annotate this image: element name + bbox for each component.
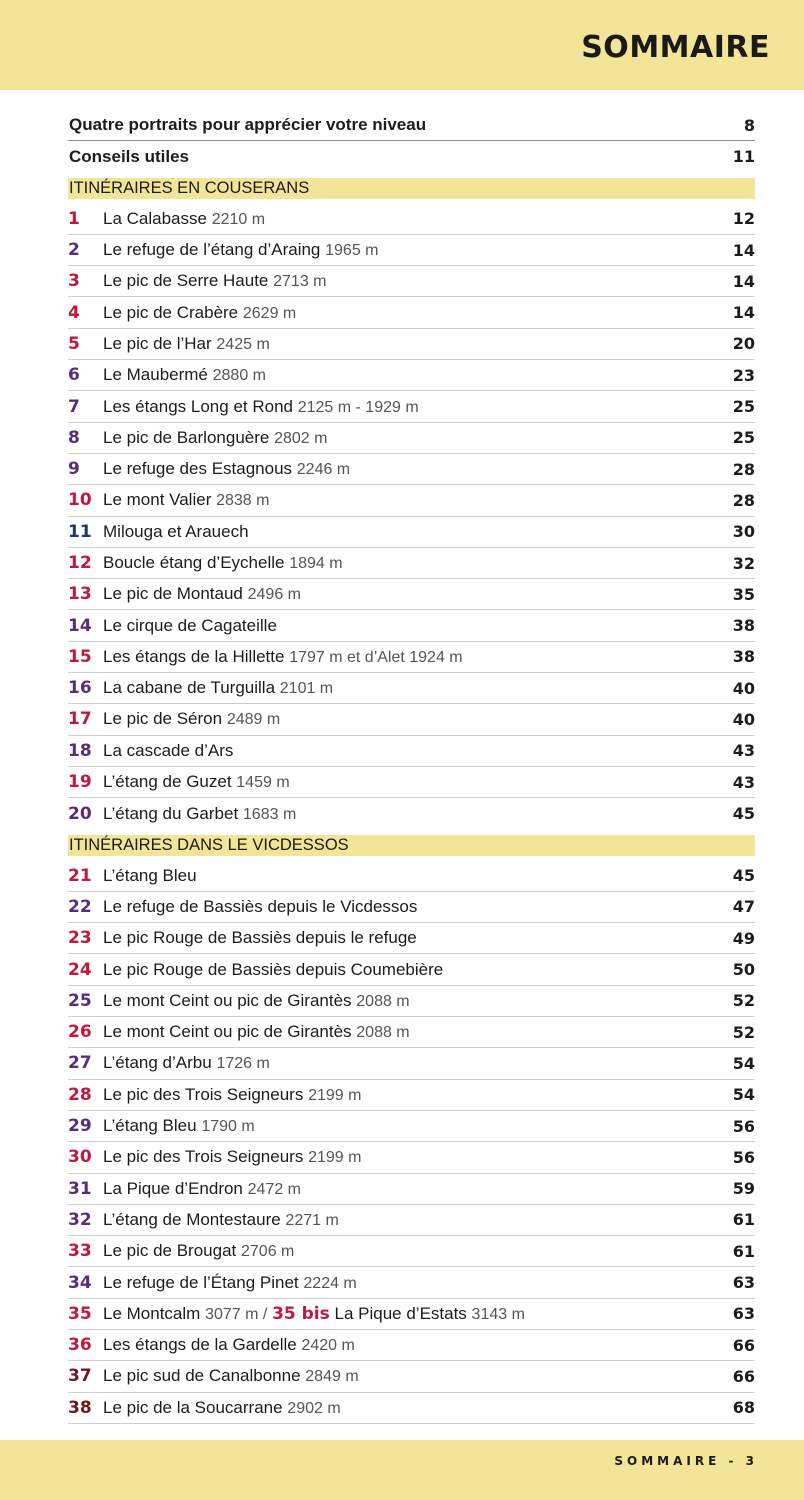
entry-name: Le Montcalm [103,1303,201,1323]
toc-entry[interactable] [68,861,755,892]
entry-bis-name: La Pique d’Estats [334,1303,467,1323]
entry-altitude: 1726 m [216,1055,270,1073]
entry-page-number: 28 [732,490,755,510]
entry-title [103,1022,695,1042]
entry-name: Le mont Valier [103,490,212,510]
entry-number: 22 [68,896,92,917]
entry-page-number: 66 [732,1335,755,1355]
entry-bis-number: 35 bis [272,1303,330,1324]
entry-number: 4 [68,302,80,323]
entry-page-number: 68 [732,1398,755,1418]
entry-altitude: 2425 m [216,335,270,353]
entry-altitude: 1797 m et d’Alet 1924 m [289,648,463,666]
entry-altitude: 2210 m [211,210,266,228]
entry-name: Le pic de Brougat [103,1241,237,1261]
entry-name: Le pic Rouge de Bassiès depuis le refuge [103,928,417,948]
toc-entry[interactable] [68,610,755,641]
toc-entry[interactable] [68,423,755,454]
entry-name: La Pique d’Endron [103,1178,243,1198]
entry-name: Le refuge de Bassiès depuis le Vicdessos [103,896,418,916]
toc-entry[interactable] [68,266,755,297]
entry-altitude: 2199 m [308,1149,362,1167]
entry-title [103,678,695,698]
entry-number: 37 [68,1366,92,1387]
entry-altitude: 1894 m [289,555,343,572]
entry-name: Le refuge des Estagnous [103,459,293,479]
entry-altitude: 2902 m [287,1399,341,1417]
entry-altitude: 1790 m [201,1118,255,1136]
entry-altitude: 2802 m [274,429,328,447]
entry-title [103,365,695,385]
entry-number: 17 [68,709,92,730]
entry-page-number: 54 [732,1053,755,1073]
entry-page-number: 12 [732,209,755,229]
entry-name: Le pic de Crabère [103,302,239,322]
entry-altitude: 2246 m [296,461,351,479]
entry-title [103,1085,695,1105]
toc-entry[interactable] [68,454,755,485]
toc-entry[interactable] [68,204,755,235]
entry-number: 11 [68,521,92,542]
toc-entry[interactable] [68,579,755,610]
entry-name: L’étang Bleu [103,1116,197,1136]
entry-altitude: 2629 m [242,304,297,322]
toc-entry[interactable] [68,548,755,579]
entry-page-number: 32 [732,553,755,573]
toc-entry[interactable] [68,1111,755,1142]
entry-page-number: 43 [732,741,755,761]
entry-name: Le mont Ceint ou pic de Girantès [103,990,352,1010]
footer-band [0,1440,804,1500]
entry-number: 13 [68,584,92,605]
entry-number: 7 [68,396,80,417]
entry-page-number: 28 [732,459,755,479]
toc-entry[interactable] [68,1048,755,1079]
entry-number: 38 [68,1397,92,1418]
entry-title [103,1273,695,1293]
entry-title: Quatre portraits pour apprécier votre niveau [69,115,427,135]
entry-name: Le refuge de l’étang d’Araing [103,240,321,260]
entry-number: 28 [68,1084,92,1105]
entry-altitude: 2489 m [226,711,281,729]
toc-entry[interactable] [68,704,755,735]
toc-entry[interactable] [68,1330,755,1361]
toc-entry[interactable] [68,986,755,1017]
entry-altitude: 1965 m [325,242,379,260]
toc-entry[interactable] [68,798,755,829]
entry-number: 31 [68,1178,92,1199]
entry-name: Le pic de Barlonguère [103,427,270,447]
entry-name: Milouga et Arauech [103,521,249,541]
entry-number: 3 [68,271,80,292]
section-heading: ITINÉRAIRES DANS LE VICDESSOS [68,835,755,856]
entry-number: 29 [68,1116,92,1137]
toc-entry[interactable] [68,517,755,548]
entry-altitude: 2472 m [247,1180,301,1198]
entry-name: Le pic sud de Canalbonne [103,1366,301,1386]
entry-name: Le pic Rouge de Bassiès depuis Coumebière [103,959,444,979]
entry-page-number: 52 [732,1022,755,1042]
entry-title [103,741,695,761]
entry-number: 26 [68,1022,92,1043]
footer-page-label: SOMMAIRE - 3 [614,1454,758,1468]
entry-number: 19 [68,772,92,793]
toc-entry[interactable] [68,391,755,422]
entry-altitude: 2088 m [356,992,410,1010]
entry-number: 34 [68,1272,92,1293]
entry-title [103,616,695,636]
entry-page-number: 61 [732,1210,755,1230]
entry-title [103,1241,695,1261]
entry-name: La Calabasse [103,208,207,228]
entry-name: La cascade d’Ars [103,740,234,760]
entry-page-number: 45 [732,804,755,824]
toc-entry[interactable] [68,485,755,516]
toc-intro-entry[interactable] [68,141,755,172]
entry-number: 27 [68,1053,92,1074]
entry-name: Le refuge de l’Étang Pinet [103,1272,299,1292]
entry-name: L’étang Bleu [103,865,197,885]
entry-number: 5 [68,333,80,354]
toc-entry[interactable] [68,329,755,360]
entry-altitude: 2224 m [303,1274,357,1292]
entry-page-number: 66 [732,1366,755,1386]
entry-page-number: 23 [732,365,755,385]
toc-entry[interactable] [68,360,755,391]
entry-altitude: 2706 m [241,1243,295,1261]
entry-name: L’étang de Guzet [103,772,232,792]
section-heading: ITINÉRAIRES EN COUSERANS [68,178,755,199]
entry-title [103,584,695,604]
entry-page-number: 14 [732,271,755,291]
entry-altitude: 2880 m [212,367,266,385]
entry-number: 14 [68,615,92,636]
toc-entry[interactable] [68,673,755,704]
entry-title [103,991,695,1011]
entry-page-number: 11 [732,147,755,167]
entry-title [103,1179,695,1199]
toc-entry[interactable] [68,1267,755,1298]
entry-title [103,271,695,291]
entry-name: La cabane de Turguilla [103,678,276,698]
entry-altitude: 3077 m / [205,1305,268,1323]
entry-name: Le mont Ceint ou pic de Girantès [103,1022,352,1042]
toc-entry[interactable] [68,1205,755,1236]
entry-altitude: 2849 m [305,1368,359,1386]
entry-name: Le cirque de Cagateille [103,615,277,635]
toc-entry[interactable] [68,1299,755,1330]
entry-name: Le pic de Séron [103,709,223,729]
toc-entry[interactable] [68,1236,755,1267]
entry-number: 10 [68,490,92,511]
entry-name: Les étangs de la Hillette [103,646,285,666]
entry-name: Le pic de Montaud [103,584,243,604]
entry-name: L’étang de Montestaure [103,1209,281,1229]
entry-altitude: 1459 m [236,774,290,792]
toc-entry[interactable] [68,1142,755,1173]
toc-entry[interactable] [68,767,755,798]
entry-page-number: 56 [732,1116,755,1136]
entry-page-number: 30 [732,522,755,542]
entry-page-number: 61 [732,1241,755,1261]
entry-altitude: 2125 m - 1929 m [297,398,419,416]
entry-page-number: 56 [732,1147,755,1167]
toc-entry[interactable] [68,642,755,673]
entry-page-number: 40 [732,709,755,729]
entry-title [103,1398,695,1418]
entry-title [103,804,695,824]
entry-name: Le pic des Trois Seigneurs [103,1147,304,1167]
toc-entry[interactable] [68,1017,755,1048]
entry-name: Les étangs Long et Rond [103,396,293,416]
entry-title [103,1116,695,1136]
entry-title [103,928,695,948]
entry-page-number: 59 [732,1179,755,1199]
entry-name: L’étang du Garbet [103,803,239,823]
toc-entry[interactable] [68,1080,755,1111]
entry-title [103,960,695,980]
entry-altitude: 2420 m [301,1337,355,1355]
entry-name: Le pic de Serre Haute [103,271,269,291]
entry-number: 32 [68,1209,92,1230]
entry-number: 24 [68,959,92,980]
entry-title [103,209,695,229]
toc-entry[interactable] [68,923,755,954]
entry-title [103,709,695,729]
entry-number: 8 [68,427,80,448]
entry-page-number: 49 [732,928,755,948]
entry-name: Le pic des Trois Seigneurs [103,1084,304,1104]
entry-page-number: 8 [743,115,755,135]
entry-title [103,1210,695,1230]
entry-title [103,1366,695,1386]
entry-number: 25 [68,990,92,1011]
entry-page-number: 63 [732,1273,755,1293]
entry-page-number: 50 [732,960,755,980]
page-title: SOMMAIRE [581,30,770,65]
toc-entry[interactable] [68,235,755,266]
entry-number: 30 [68,1147,92,1168]
entry-title [103,866,695,886]
entry-page-number: 14 [732,240,755,260]
entry-page-number: 40 [732,678,755,698]
entry-page-number: 52 [732,991,755,1011]
entry-title [103,522,695,542]
entry-page-number: 38 [732,616,755,636]
entry-altitude: 2838 m [216,492,270,510]
entry-page-number: 43 [732,772,755,792]
entry-number: 36 [68,1335,92,1356]
entry-altitude: 2271 m [285,1211,339,1229]
entry-title [103,1335,695,1355]
entry-number: 2 [68,240,80,261]
entry-title [103,334,695,354]
entry-page-number: 25 [732,397,755,417]
entry-altitude: 1683 m [242,805,297,823]
entry-number: 16 [68,678,92,699]
toc-intro-entry[interactable] [68,110,755,141]
entry-altitude: 2199 m [308,1086,362,1104]
entry-title [103,1147,695,1167]
entry-name: Le pic de l’Har [103,333,212,353]
entry-number: 15 [68,646,92,667]
toc-entry[interactable] [68,1174,755,1205]
entry-altitude: 2088 m [356,1024,410,1042]
entry-title [103,897,695,917]
entry-name: Le pic de la Soucarrane [103,1397,283,1417]
entry-altitude: 2101 m [279,680,334,698]
entry-number: 1 [68,208,80,229]
entry-number: 18 [68,740,92,761]
entry-title [103,397,695,417]
entry-title: Conseils utiles [69,146,189,166]
entry-name: Les étangs de la Gardelle [103,1335,297,1355]
entry-page-number: 35 [732,584,755,604]
entry-number: 9 [68,459,80,480]
entry-name: Le Maubermé [103,365,208,385]
entry-name: L’étang d’Arbu [103,1053,212,1073]
entry-altitude: 2496 m [247,586,301,604]
table-of-contents [68,110,755,1424]
toc-entry[interactable] [68,297,755,328]
entry-title [103,303,695,323]
entry-number: 20 [68,803,92,824]
toc-entry[interactable] [68,892,755,923]
entry-title [103,459,695,479]
entry-title [103,647,695,667]
entry-title [103,490,695,510]
entry-page-number: 63 [732,1304,755,1324]
entry-page-number: 45 [732,866,755,886]
entry-bis-altitude: 3143 m [471,1305,525,1323]
toc-entry[interactable] [68,736,755,767]
entry-title [103,428,695,448]
entry-page-number: 54 [732,1085,755,1105]
toc-entry[interactable] [68,1361,755,1392]
entry-title [103,240,695,260]
entry-title [103,1304,695,1324]
entry-page-number: 20 [732,334,755,354]
entry-title [103,553,695,573]
entry-number: 6 [68,365,80,386]
entry-page-number: 38 [732,647,755,667]
entry-number: 33 [68,1241,92,1262]
toc-entry[interactable] [68,954,755,985]
toc-entry[interactable] [68,1393,755,1424]
entry-page-number: 25 [732,428,755,448]
entry-title [103,1053,695,1073]
entry-altitude: 2713 m [273,273,327,291]
entry-page-number: 47 [732,897,755,917]
entry-page-number: 14 [732,303,755,323]
entry-number: 35 [68,1303,92,1324]
entry-title [103,772,695,792]
entry-number: 23 [68,928,92,949]
entry-number: 21 [68,865,92,886]
entry-name: Boucle étang d’Eychelle [103,553,285,572]
entry-number: 12 [68,553,92,573]
